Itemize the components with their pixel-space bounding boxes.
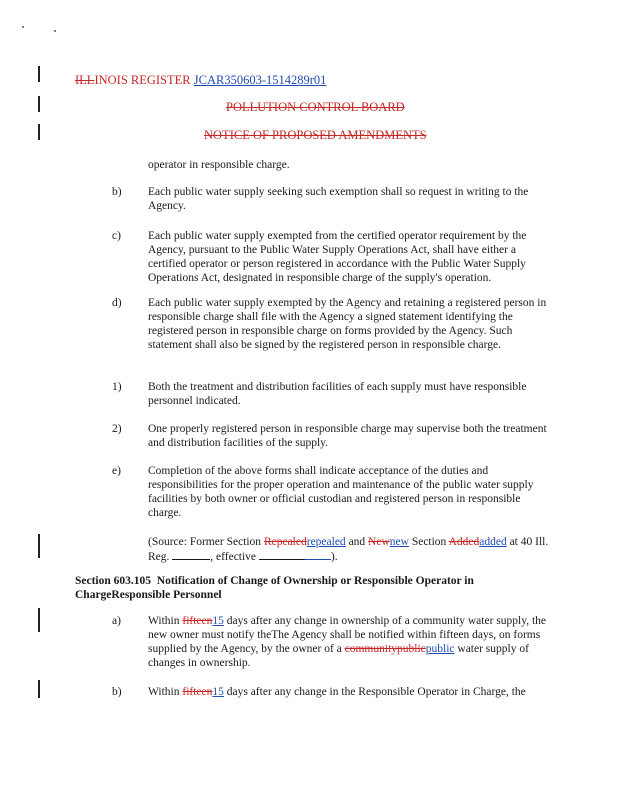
item-text: Both the treatment and distribution facilities of each supply must have responsible personnel indicated. bbox=[148, 381, 527, 407]
continuation-text: operator in responsible charge. bbox=[148, 159, 290, 171]
source-open: (Source: Former Section bbox=[148, 536, 264, 548]
deleted-word: communitypublic bbox=[344, 643, 426, 655]
source-deleted-3: Added bbox=[448, 536, 480, 548]
change-bar bbox=[38, 124, 40, 140]
notice-title bbox=[204, 128, 427, 143]
source-close: ). bbox=[330, 551, 338, 563]
register-id: JCAR350603-1514289r01 bbox=[193, 73, 327, 87]
change-bar bbox=[38, 96, 40, 112]
item-label: e) bbox=[112, 465, 121, 477]
source-effective: , effective bbox=[210, 551, 259, 563]
within-text: Within bbox=[148, 615, 183, 627]
scan-speck bbox=[54, 30, 56, 32]
item-label: 2) bbox=[112, 423, 122, 435]
source-deleted-1: Repealed bbox=[263, 536, 307, 548]
change-bar bbox=[38, 66, 40, 82]
change-bar bbox=[38, 680, 40, 698]
register-deleted: ILL bbox=[75, 73, 95, 87]
reg-blank bbox=[172, 549, 210, 560]
inserted-number: 15 bbox=[212, 615, 224, 627]
item-label: 1) bbox=[112, 381, 122, 393]
item-label: d) bbox=[112, 297, 122, 309]
item-text: days after any change in the Responsible Operator in Charge, the bbox=[223, 686, 526, 698]
item-text: One properly registered person in responsible charge may supervise both the treatment and distribution facilities of the supply. bbox=[148, 423, 547, 449]
source-reg: Reg. bbox=[148, 551, 173, 563]
deleted-number: fifteen bbox=[182, 686, 213, 698]
source-inserted-3: added bbox=[479, 536, 507, 548]
scan-speck bbox=[22, 26, 24, 28]
source-inserted-2: new bbox=[389, 536, 409, 548]
source-and: and bbox=[345, 536, 369, 548]
item-text: days after any change in ownership of a community water supply, the new owner must notify theThe Agency shall be notified within fifteen days, on forms supplied by the Agency, by the owner of a bbox=[148, 615, 546, 655]
board-name: POLLUTION CONTROL BOARD bbox=[226, 100, 405, 114]
change-bar bbox=[38, 534, 40, 558]
section-number: Section 603.105 bbox=[75, 575, 152, 587]
source-mid: Section bbox=[408, 536, 449, 548]
board-title bbox=[226, 100, 405, 115]
item-text-end: water supply of changes in ownership. bbox=[148, 643, 529, 669]
section-heading bbox=[75, 574, 555, 602]
source-tail: at 40 Ill. bbox=[506, 536, 549, 548]
inserted-number: 15 bbox=[212, 686, 224, 698]
section-title: Notification of Change of Ownership or Responsible Operator in ChargeResponsible Personnel bbox=[75, 575, 474, 601]
within-text: Within bbox=[148, 686, 183, 698]
source-deleted-2: New bbox=[368, 536, 390, 548]
item-label: b) bbox=[112, 686, 122, 698]
item-label: c) bbox=[112, 230, 121, 242]
register-name: INOIS REGISTER bbox=[94, 73, 191, 87]
register-header bbox=[75, 73, 326, 88]
item-text: Each public water supply exempted by the Agency and retaining a registered person in responsible charge shall file with the Agency a signed statement identifying the registered person in responsible charge on forms provided by the Agency. Such statement shall also be signed by the registered person in responsible charge. bbox=[148, 297, 547, 351]
change-bar bbox=[38, 608, 40, 632]
item-text: Each public water supply seeking such exemption shall so request in writing to the Agency. bbox=[148, 186, 529, 212]
inserted-word: public bbox=[425, 643, 455, 655]
notice-text: NOTICE OF PROPOSED AMENDMENTS bbox=[204, 128, 427, 142]
effective-blank-inserted bbox=[305, 549, 331, 560]
deleted-number: fifteen bbox=[182, 615, 213, 627]
item-label: a) bbox=[112, 615, 121, 627]
source-inserted-1: repealed bbox=[306, 536, 346, 548]
item-text: Completion of the above forms shall indicate acceptance of the duties and responsibilities for the proper operation and maintenance of the public water supply facilities by both owner or official custodian and registered person in responsible charge. bbox=[148, 465, 534, 519]
item-label: b) bbox=[112, 186, 122, 198]
effective-blank bbox=[259, 549, 305, 560]
item-text: Each public water supply exempted from the certified operator requirement by the Agency, pursuant to the Public Water Supply Operations Act, shall have either a certified operator or person registered in accordance with the Public Water Supply Operations Act, designated in responsible charge of the supply's operation. bbox=[148, 230, 527, 284]
